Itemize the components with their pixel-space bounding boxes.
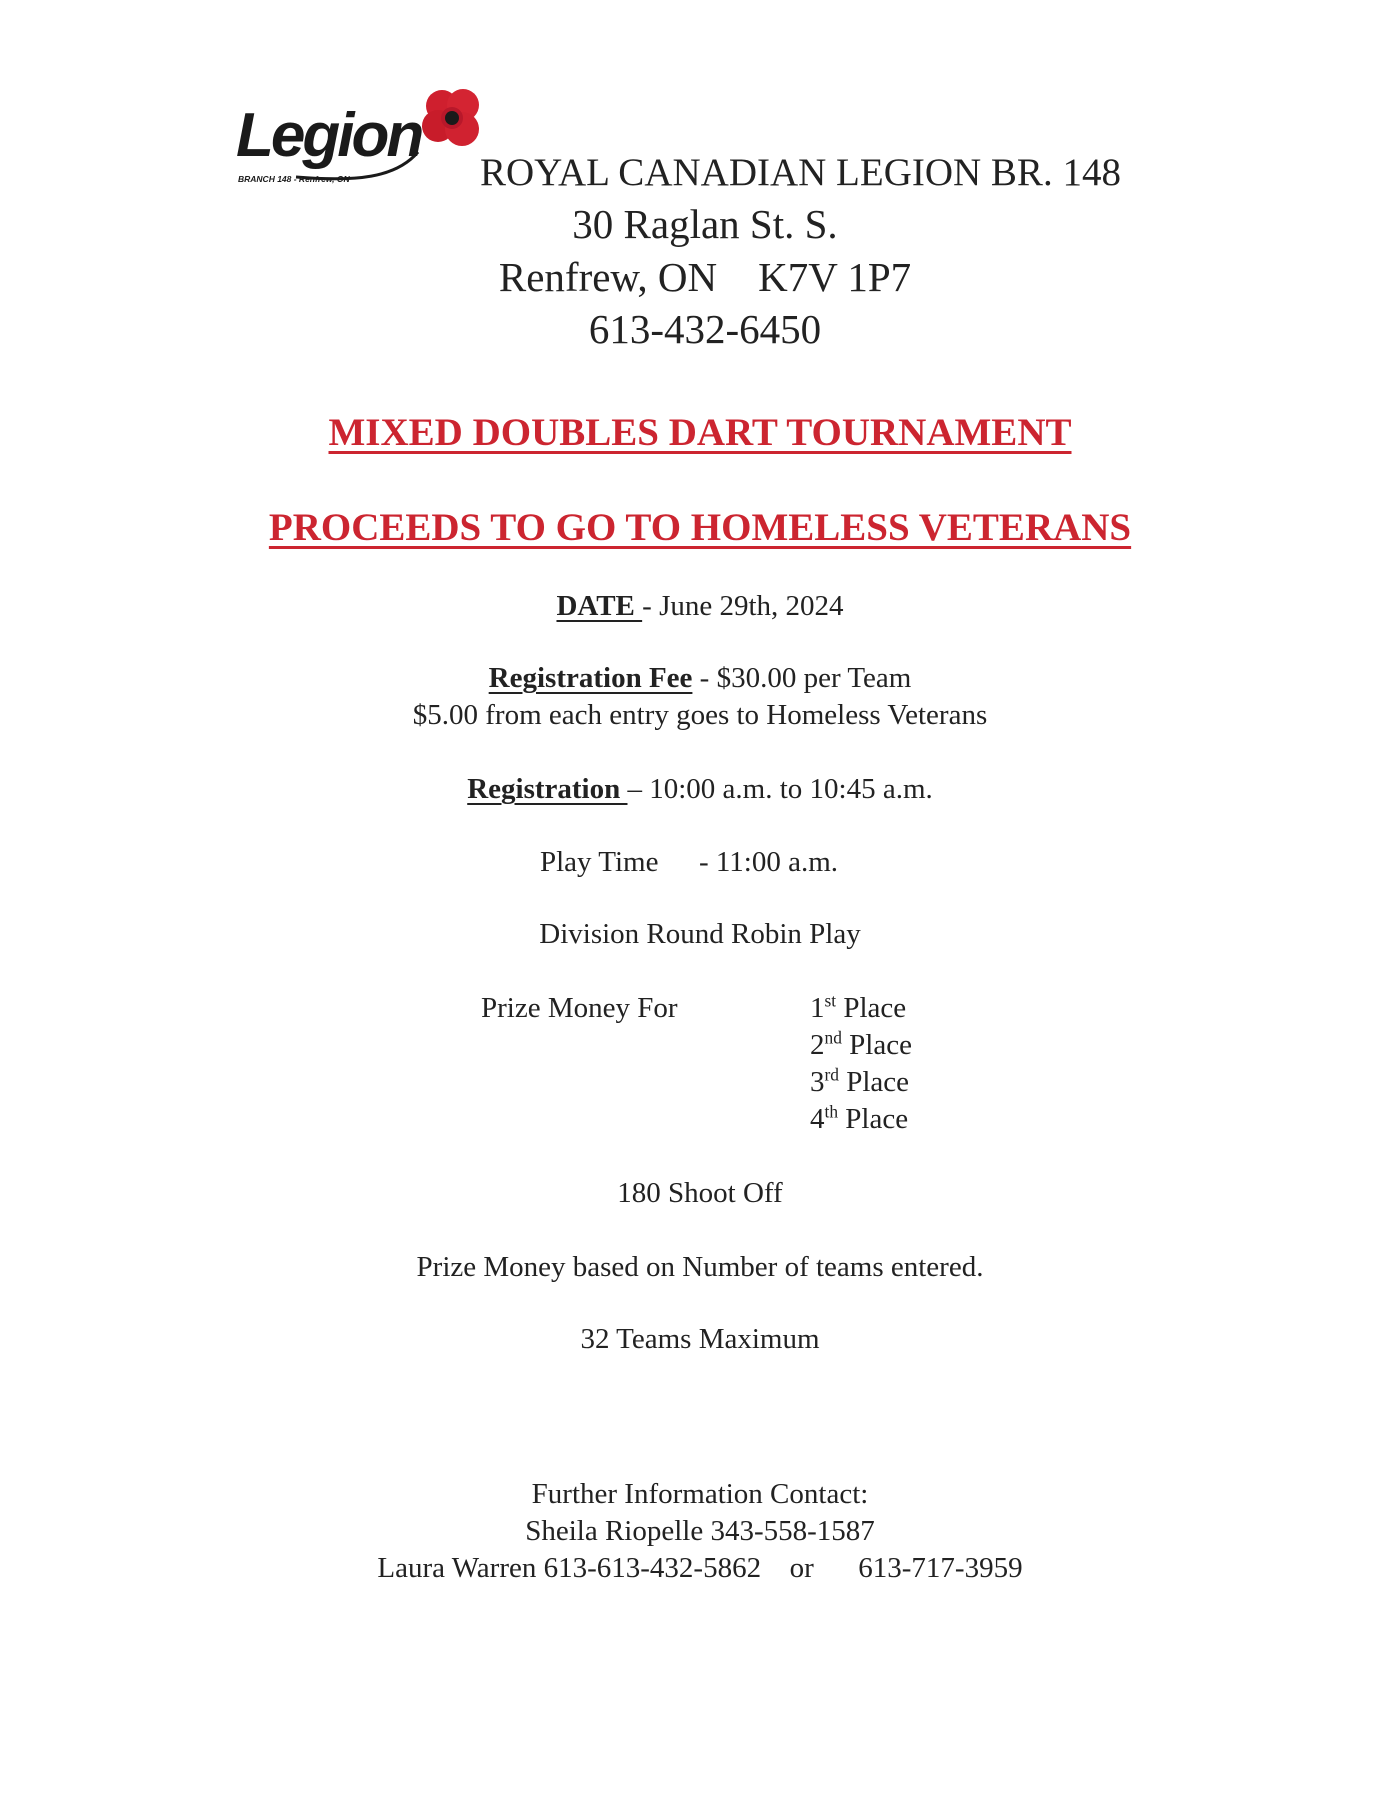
event-title: MIXED DOUBLES DART TOURNAMENT	[328, 411, 1072, 454]
legion-logo	[236, 82, 486, 192]
registration-value: – 10:00 a.m. to 10:45 a.m.	[627, 773, 933, 805]
contact-or: or	[789, 1552, 814, 1584]
contact-laura: Laura Warren 613-613-432-5862	[377, 1552, 762, 1584]
prize-place-2: 2nd Place	[810, 1027, 912, 1061]
event-subtitle: PROCEEDS TO GO TO HOMELESS VETERANS	[268, 506, 1132, 549]
play-time-value: - 11:00 a.m.	[698, 846, 839, 878]
logo-wordmark: Legion	[236, 101, 422, 170]
date-value: June 29th, 2024	[659, 590, 844, 622]
date-separator: -	[642, 590, 660, 622]
prize-place-3: 3rd Place	[810, 1064, 910, 1098]
shoot-off-line: 180 Shoot Off	[617, 1177, 783, 1209]
division-line: Division Round Robin Play	[539, 918, 861, 950]
fee-label: Registration Fee	[488, 662, 693, 694]
play-time-label: Play Time	[540, 846, 659, 878]
prize-place-1: 1st Place	[810, 990, 907, 1024]
date-line	[0, 590, 1400, 623]
prize-note: Prize Money based on Number of teams entered.	[416, 1251, 984, 1283]
date-label: DATE	[556, 590, 643, 622]
contact-laura-alt: 613-717-3959	[858, 1552, 1023, 1584]
play-time-line	[540, 846, 838, 879]
fee-note: $5.00 from each entry goes to Homeless Veterans	[412, 699, 988, 731]
fee-value: - $30.00 per Team	[692, 662, 912, 694]
logo-branch-text: BRANCH 148 - Renfrew, ON	[238, 174, 350, 184]
prize-places-list	[810, 990, 912, 1138]
registration-label: Registration	[467, 773, 628, 805]
max-teams: 32 Teams Maximum	[580, 1323, 820, 1355]
postal-code: K7V 1P7	[758, 254, 912, 300]
fee-line	[0, 662, 1400, 695]
contact-line-2	[0, 1552, 1400, 1585]
city-line	[5, 253, 1400, 301]
contact-heading: Further Information Contact:	[531, 1478, 869, 1510]
phone-number: 613-432-6450	[588, 306, 822, 352]
contact-line-1: Sheila Riopelle 343-558-1587	[525, 1515, 875, 1547]
org-name: ROYAL CANADIAN LEGION BR. 148	[480, 151, 1121, 194]
registration-line	[0, 773, 1400, 806]
prize-place-4: 4th Place	[810, 1101, 909, 1135]
city: Renfrew, ON	[498, 254, 718, 300]
prize-label: Prize Money For	[481, 992, 678, 1024]
street-address: 30 Raglan St. S.	[572, 201, 838, 247]
